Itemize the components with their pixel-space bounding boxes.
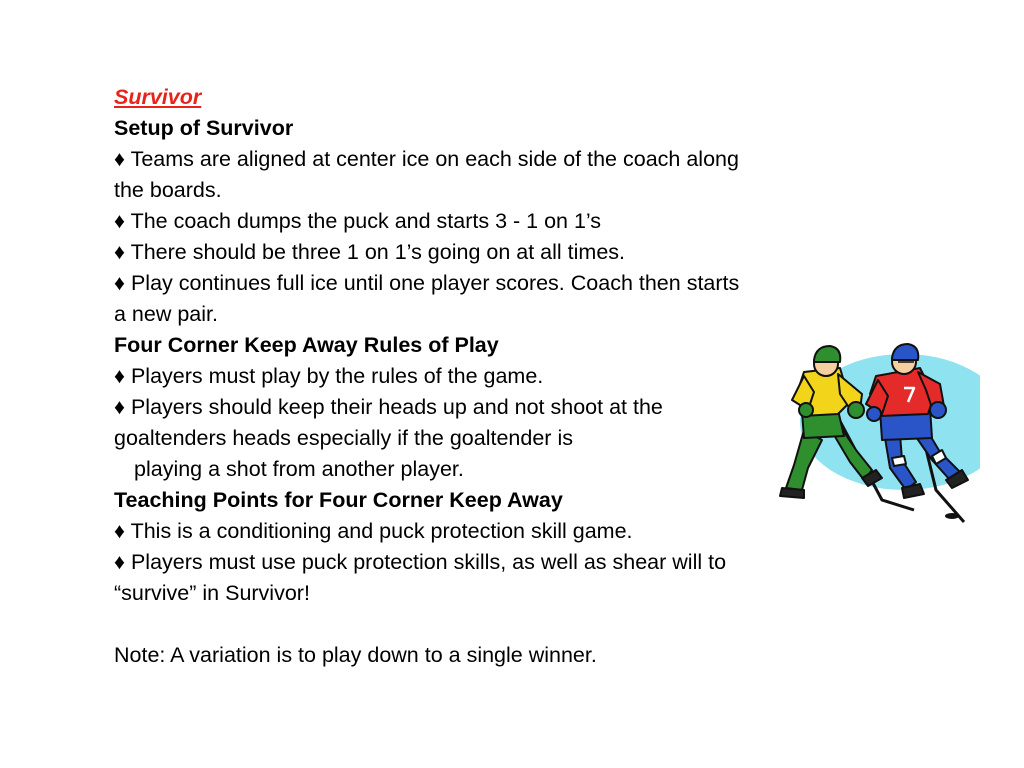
- bullet-item-continuation: a new pair.: [114, 302, 218, 326]
- diamond-bullet-icon: ♦: [114, 240, 125, 264]
- bullet-item: ♦ Players must use puck protection skills, as well as shear will to: [114, 550, 727, 574]
- note-text: Note: A variation is to play down to a single winner.: [114, 643, 597, 667]
- bullet-item: ♦ Teams are aligned at center ice on each side of the coach along: [114, 147, 739, 171]
- teaching-heading: Teaching Points for Four Corner Keep Away: [114, 488, 563, 512]
- puck: [945, 513, 959, 519]
- setup-heading: Setup of Survivor: [114, 116, 294, 140]
- bullet-item-continuation: “survive” in Survivor!: [114, 581, 310, 605]
- diamond-bullet-icon: ♦: [114, 550, 125, 574]
- bullet-item: ♦ Players should keep their heads up and not shoot at the: [114, 395, 663, 419]
- slide-title: Survivor: [114, 85, 202, 109]
- spacer: [114, 609, 894, 640]
- hockey-players-icon: [764, 340, 980, 530]
- diamond-bullet-icon: ♦: [114, 209, 125, 233]
- diamond-bullet-icon: ♦: [114, 147, 125, 171]
- bullet-item-continuation: playing a shot from another player.: [134, 457, 464, 481]
- bullet-item-continuation: the boards.: [114, 178, 222, 202]
- bullet-item: ♦ There should be three 1 on 1’s going on at all times.: [114, 240, 625, 264]
- diamond-bullet-icon: ♦: [114, 364, 125, 388]
- bullet-item: ♦ Players must play by the rules of the game.: [114, 364, 544, 388]
- rules-heading: Four Corner Keep Away Rules of Play: [114, 333, 499, 357]
- diamond-bullet-icon: ♦: [114, 519, 125, 543]
- diamond-bullet-icon: ♦: [114, 271, 125, 295]
- bullet-item-continuation: goaltenders heads especially if the goaltender is: [114, 426, 573, 450]
- diamond-bullet-icon: ♦: [114, 395, 125, 419]
- bullet-item: ♦ Play continues full ice until one player scores. Coach then starts: [114, 271, 740, 295]
- bullet-item: ♦ The coach dumps the puck and starts 3 - 1 on 1’s: [114, 209, 602, 233]
- bullet-item: ♦ This is a conditioning and puck protection skill game.: [114, 519, 633, 543]
